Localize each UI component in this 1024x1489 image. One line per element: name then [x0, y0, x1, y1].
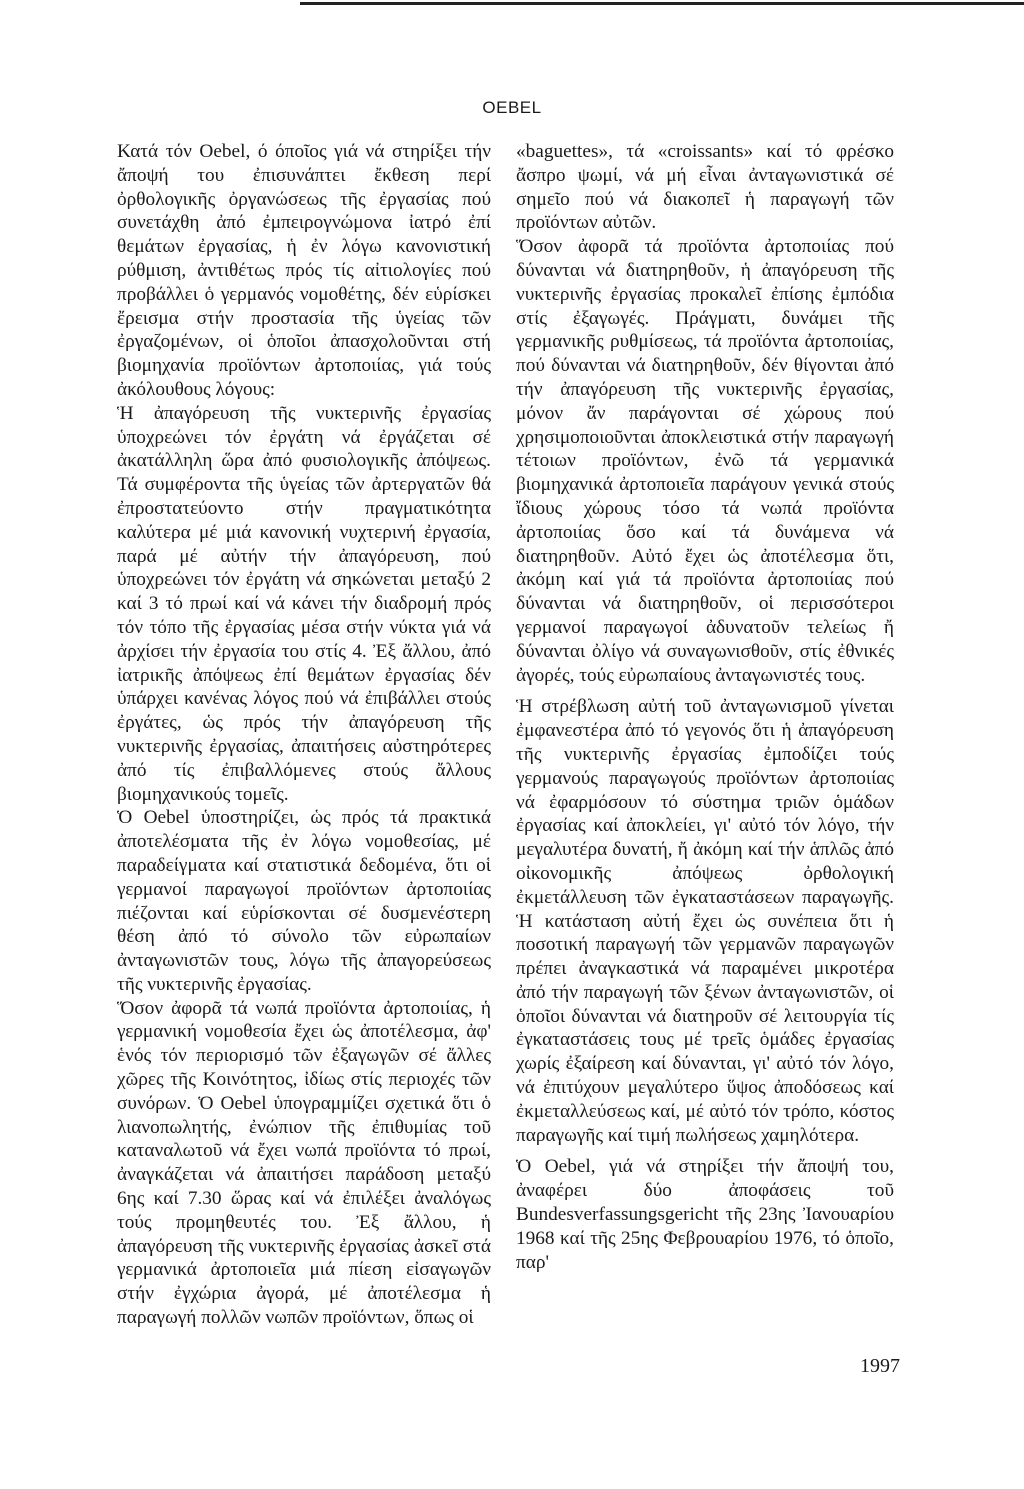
left-paragraph-2: Ἡ ἀπαγόρευση τῆς νυκτερινῆς ἐργασίας ὑποχρεώνει τόν ἐργάτη νά ἐργάζεται σέ ἀκατάλληλη ὥρα ἀπό φυσιολογικῆς ἀπόψεως. Τά συμφέροντα τῆς ὑγείας τῶν ἀρτεργατῶν θά ἐπροστατεύοντο στήν πραγματικότητα καλύτερα μέ μιά κανονική νυχτερινή ἐργασία, παρά μέ αὐτήν τήν ἀπαγόρευση, πού ὑποχρεώνει τόν ἐργάτη νά σηκώνεται μεταξύ 2 καί 3 τό πρωί καί νά κάνει τήν διαδρομή πρός τόν τόπο τῆς ἐργασίας μέσα στήν νύκτα γιά νά ἀρχίσει τήν ἐργασία του στίς 4. Ἐξ ἄλλου, ἀπό ἰατρικῆς ἀπόψεως ἐπί θεμάτων ἐργασίας δέν ὑπάρχει κανένας λόγος πού νά ἐπιβάλλει στούς ἐργάτες, ὡς πρός τήν ἀπαγόρευση τῆς νυκτερινῆς ἐργασίας, ἀπαιτήσεις αὐστηρότερες ἀπό τίς ἐπιβαλλόμενες στούς ἄλλους βιομηχανικούς τομεῖς.	[117, 402, 491, 805]
running-head: OEBEL	[482, 98, 542, 117]
page-number: 1997	[860, 1355, 900, 1377]
top-rule	[300, 2, 1024, 5]
left-paragraph-1: Κατά τόν Oebel, ό όποῖος γιά νά στηρίξει τήν ἄποψή του ἐπισυνάπτει ἔκθεση περί ὀρθολογικῆς ὀργανώσεως τῆς ἐργασίας πού συνετάχθη ἀπό ἐμπειρογνώμονα ἰατρό ἐπί θεμάτων ἐργασίας, ἡ ἐν λόγω κανονιστική ρύθμιση, ἀντιθέτως πρός τίς αἰτιολογίες πού προβάλλει ὁ γερμανός νομοθέτης, δέν εὑρίσκει ἔρεισμα στήν προστασία τῆς ὑγείας τῶν ἐργαζομένων, οἱ ὁποῖοι ἀπασχολοῦνται στή βιομηχανία προϊόντων ἀρτοποιίας, γιά τούς ἀκόλουθους λόγους:	[117, 141, 491, 400]
right-column	[516, 140, 894, 1274]
right-paragraph-2: Ὅσον ἀφορᾶ τά προϊόντα ἀρτοποιίας πού δύνανται νά διατηρηθοῦν, ἡ ἀπαγόρευση τῆς νυκτερινῆς ἐργασίας προκαλεῖ ἐπίσης ἐμπόδια στίς ἐξαγωγές. Πράγματι, δυνάμει τῆς γερμανικῆς ρυθμίσεως, τά προϊόντα ἀρτοποιίας, πού δύνανται νά διατηρηθοῦν, δέν θίγονται ἀπό τήν ἀπαγόρευση τῆς νυκτερινῆς ἐργασίας, μόνον ἄν παράγονται σέ χώρους πού χρησιμοποιοῦνται ἀποκλειστικά στήν παραγωγή τέτοιων προϊόντων, ἐνῶ τά γερμανικά βιομηχανικά ἀρτοποιεῖα παράγουν γενικά στούς ἴδιους χώρους τόσο τά νωπά προϊόντα ἀρτοποιίας ὅσο καί τά δυνάμενα νά διατηρηθοῦν. Αὐτό ἔχει ὡς ἀποτέλεσμα ὅτι, ἀκόμη καί γιά τά προϊόντα ἀρτοποιίας πού δύνανται νά διατηρηθοῦν, οἱ περισσότεροι γερμανοί παραγωγοί ἀδυνατοῦν τελείως ἤ δύνανται ὀλίγο νά συναγωνισθοῦν, στίς ἐθνικές ἀγορές, τούς εὐρωπαίους ἀνταγωνιστές τους.	[516, 236, 894, 686]
left-paragraph-3: Ὁ Oebel ὑποστηρίζει, ὡς πρός τά πρακτικά ἀποτελέσματα τῆς ἐν λόγω νομοθεσίας, μέ παραδείγματα καί στατιστικά δεδομένα, ὅτι οἱ γερμανοί παραγωγοί προϊόντων ἀρτοποιίας πιέζονται καί εὑρίσκονται σέ δυσμενέστερη θέση ἀπό τό σύνολο τῶν εὐρωπαίων ἀνταγωνιστῶν τους, λόγω τῆς ἀπαγορεύσεως τῆς νυκτερινῆς ἐργασίας.	[117, 807, 491, 995]
right-paragraph-1: «baguettes», τά «croissants» καί τό φρέσκο ἄσπρο ψωμί, νά μή εἶναι ἀνταγωνιστικά σέ σημεῖο πού νά διακοπεῖ ἡ παραγωγή τῶν προϊόντων αὐτῶν.	[516, 141, 894, 234]
right-paragraph-3: Ἡ στρέβλωση αὐτή τοῦ ἀνταγωνισμοῦ γίνεται ἐμφανεστέρα ἀπό τό γεγονός ὅτι ἡ ἀπαγόρευση τῆς νυκτερινῆς ἐργασίας ἐμποδίζει τούς γερμανούς παραγωγούς προϊόντων ἀρτοποιίας νά ἐφαρμόσουν τό σύστημα τριῶν ὁμάδων ἐργασίας καί ἀποκλείει, γι' αὐτό τόν λόγο, τήν μεγαλυτέρα δυνατή, ἤ ἀκόμη καί τήν ἁπλῶς ἀπό οἰκονομικῆς ἀπόψεως ὀρθολογική ἐκμετάλλευση τῶν ἐγκαταστάσεων παραγωγῆς. Ἡ κατάσταση αὐτή ἔχει ὡς συνέπεια ὅτι ἡ ποσοτική παραγωγή τῶν γερμανῶν παραγωγῶν πρέπει ἀναγκαστικά νά παραμένει μικροτέρα ἀπό τήν παραγωγή τῶν ξένων ἀνταγωνιστῶν, οἱ ὁποῖοι δύνανται νά διατηροῦν σέ λειτουργία τίς ἐγκαταστάσεις τους μέ τρεῖς ὁμάδες ἐργασίας χωρίς ἐξαίρεση καί δύνανται, γι' αὐτό τόν λόγο, νά ἐπιτύχουν μεγαλύτερο ὕψος ἀποδόσεως καί ἐκμεταλλεύσεως καί, μέ αὐτό τόν τρόπο, κόστος παραγωγῆς καί τιμή πωλήσεως χαμηλότερα.	[516, 696, 894, 1146]
left-paragraph-4: Ὅσον ἀφορᾶ τά νωπά προϊόντα ἀρτοποιίας, ἡ γερμανική νομοθεσία ἔχει ὡς ἀποτέλεσμα, ἀφ' ἑνός τόν περιορισμό τῶν ἐξαγωγῶν σέ ἄλλες χῶρες τῆς Κοινότητος, ἰδίως στίς περιοχές τῶν συνόρων. Ὁ Oebel ὑπογραμμίζει σχετικά ὅτι ὁ λιανοπωλητής, ἐνώπιον τῆς ἐπιθυμίας τοῦ καταναλωτοῦ νά ἔχει νωπά προϊόντα τό πρωί, ἀναγκάζεται νά ἀπαιτήσει παράδοση μεταξύ 6ης καί 7.30 ὥρας καί νά ἐπιλέξει ἀναλόγως τούς προμηθευτές του. Ἐξ ἄλλου, ἡ ἀπαγόρευση τῆς νυκτερινῆς ἐργασίας ἀσκεῖ στά γερμανικά ἀρτοποιεῖα μιά πίεση εἰσαγωγῶν στήν ἐγχώρια ἀγορά, μέ ἀποτέλεσμα ἡ παραγωγή πολλῶν νωπῶν προϊόντων, ὅπως οἱ	[117, 997, 491, 1329]
left-column	[117, 140, 491, 1330]
right-paragraph-4: Ὁ Oebel, γιά νά στηρίξει τήν ἄποψή του, ἀναφέρει δύο ἀποφάσεις τοῦ Bundesverfassungsgericht τῆς 23ης Ἰανουαρίου 1968 καί τῆς 25ης Φεβρουαρίου 1976, τό ὁποῖο, παρ'	[516, 1156, 894, 1273]
